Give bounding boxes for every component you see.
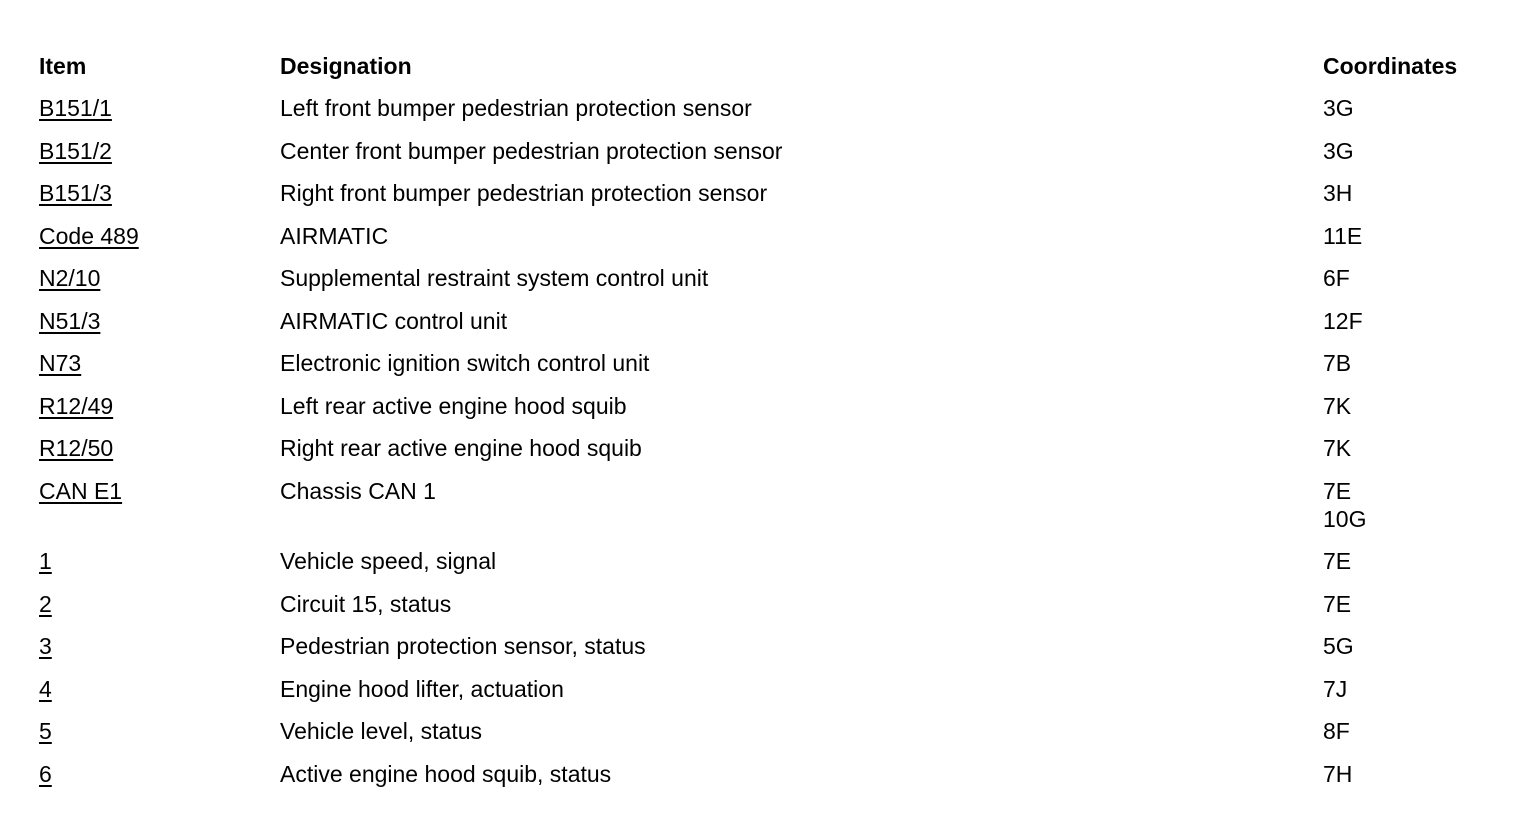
coordinate-value: 7B xyxy=(1323,350,1352,376)
coordinate-value: 11E xyxy=(1323,223,1363,249)
coordinates-cell xyxy=(1323,307,1363,335)
coordinates-cell xyxy=(1323,349,1351,377)
designation-cell: Active engine hood squib, status xyxy=(280,761,612,787)
coordinate-value: 5G xyxy=(1323,633,1354,659)
item-link[interactable]: B151/1 xyxy=(39,95,112,121)
designation-cell: AIRMATIC xyxy=(280,223,389,249)
designation-cell: Engine hood lifter, actuation xyxy=(280,676,564,702)
coordinate-value: 6F xyxy=(1323,265,1350,291)
designation-cell: Center front bumper pedestrian protection sensor xyxy=(280,138,783,164)
coordinates-cell xyxy=(1323,632,1354,660)
coordinate-value: 3H xyxy=(1323,180,1353,206)
item-link[interactable]: R12/49 xyxy=(39,393,114,419)
coordinates-column-header: Coordinates xyxy=(1323,53,1458,79)
item-link[interactable]: 1 xyxy=(39,548,52,574)
coordinate-value: 10G xyxy=(1323,506,1367,532)
designation-cell: Circuit 15, status xyxy=(280,591,452,617)
item-link[interactable]: N2/10 xyxy=(39,265,101,291)
coordinate-value: 8F xyxy=(1323,718,1350,744)
item-link[interactable]: 5 xyxy=(39,718,52,744)
coordinate-value: 7K xyxy=(1323,393,1352,419)
item-link[interactable]: N73 xyxy=(39,350,82,376)
item-link[interactable]: Code 489 xyxy=(39,223,139,249)
designation-cell: Left rear active engine hood squib xyxy=(280,393,627,419)
coordinates-cell xyxy=(1323,264,1350,292)
coordinates-cell xyxy=(1323,179,1352,207)
coordinates-cell xyxy=(1323,675,1347,703)
coordinates-cell xyxy=(1323,94,1354,122)
designation-cell: Vehicle level, status xyxy=(280,718,483,744)
designation-cell: AIRMATIC control unit xyxy=(280,308,508,334)
coordinate-value: 7H xyxy=(1323,761,1353,787)
designation-cell: Right rear active engine hood squib xyxy=(280,435,642,461)
designation-cell: Right front bumper pedestrian protection sensor xyxy=(280,180,768,206)
coordinates-cell xyxy=(1323,760,1352,788)
coordinate-value: 7E xyxy=(1323,478,1352,504)
coordinate-value: 12F xyxy=(1323,308,1363,334)
coordinates-cell xyxy=(1323,547,1351,575)
item-link[interactable]: 3 xyxy=(39,633,52,659)
coordinates-cell xyxy=(1323,717,1350,745)
item-link[interactable]: CAN E1 xyxy=(39,478,123,504)
coordinate-value: 7E xyxy=(1323,548,1352,574)
designation-cell: Electronic ignition switch control unit xyxy=(280,350,650,376)
item-link[interactable]: 4 xyxy=(39,676,52,702)
item-link[interactable]: B151/3 xyxy=(39,180,112,206)
item-link[interactable]: B151/2 xyxy=(39,138,112,164)
designation-cell: Left front bumper pedestrian protection sensor xyxy=(280,95,752,121)
item-link[interactable]: R12/50 xyxy=(39,435,114,461)
coordinates-cell xyxy=(1323,392,1351,420)
designation-column-header: Designation xyxy=(280,53,412,79)
coordinate-value: 3G xyxy=(1323,95,1354,121)
coordinate-value: 7K xyxy=(1323,435,1352,461)
item-column-header: Item xyxy=(39,53,87,79)
coordinate-value: 7J xyxy=(1323,676,1348,702)
coordinates-cell xyxy=(1323,222,1362,250)
item-link[interactable]: 2 xyxy=(39,591,52,617)
designation-cell: Supplemental restraint system control unit xyxy=(280,265,709,291)
designation-cell: Pedestrian protection sensor, status xyxy=(280,633,646,659)
item-link[interactable]: N51/3 xyxy=(39,308,101,334)
item-link[interactable]: 6 xyxy=(39,761,52,787)
coordinate-value: 7E xyxy=(1323,591,1352,617)
designation-cell: Chassis CAN 1 xyxy=(280,478,436,504)
coordinates-cell xyxy=(1323,434,1351,462)
coordinates-cell xyxy=(1323,590,1351,618)
coordinates-cell xyxy=(1323,477,1366,533)
coordinates-cell xyxy=(1323,137,1354,165)
coordinate-value: 3G xyxy=(1323,138,1354,164)
designation-cell: Vehicle speed, signal xyxy=(280,548,497,574)
